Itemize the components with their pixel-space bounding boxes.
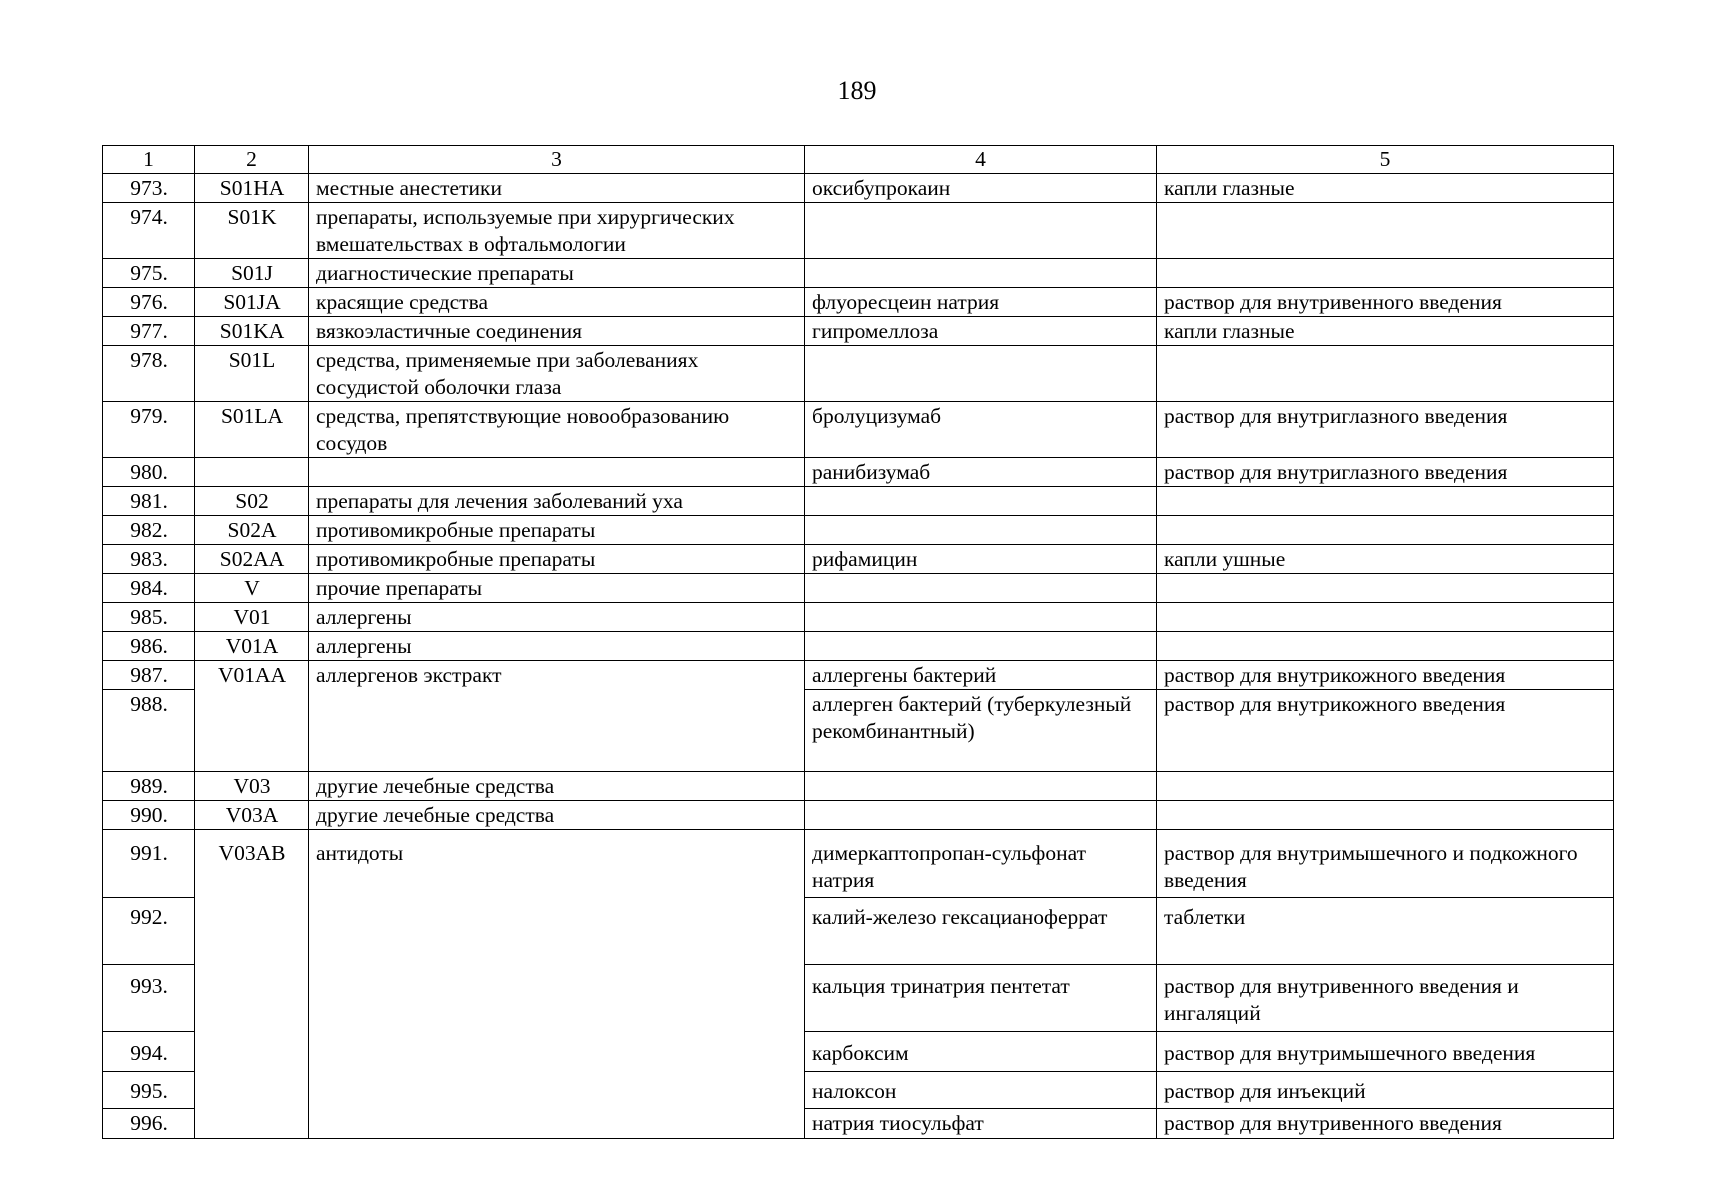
dosage-form: раствор для внутриглазного введения <box>1157 402 1614 458</box>
drug-name: бролуцизумаб <box>805 402 1157 458</box>
drug-list-table <box>102 145 1614 1139</box>
table-row <box>103 772 1614 801</box>
table-row <box>103 516 1614 545</box>
drug-name: димеркаптопропан-сульфонат натрия <box>805 830 1157 898</box>
atc-code: V03AB <box>195 830 309 1139</box>
drug-group: противомикробные препараты <box>309 516 805 545</box>
table-row <box>103 259 1614 288</box>
dosage-form: раствор для внутривенного введения <box>1157 1109 1614 1139</box>
row-number: 975. <box>103 259 195 288</box>
column-header-form: 5 <box>1157 146 1614 174</box>
atc-code: S02A <box>195 516 309 545</box>
table-row <box>103 574 1614 603</box>
row-number: 996. <box>103 1109 195 1139</box>
dosage-form <box>1157 346 1614 402</box>
column-header-number: 1 <box>103 146 195 174</box>
dosage-form: раствор для внутрикожного введения <box>1157 661 1614 690</box>
atc-code: V <box>195 574 309 603</box>
drug-group: противомикробные препараты <box>309 545 805 574</box>
row-number: 989. <box>103 772 195 801</box>
row-number: 988. <box>103 690 195 772</box>
drug-name: кальция тринатрия пентетат <box>805 965 1157 1032</box>
drug-group: прочие препараты <box>309 574 805 603</box>
drug-group: аллергенов экстракт <box>309 661 805 772</box>
dosage-form: раствор для внутриглазного введения <box>1157 458 1614 487</box>
table-row <box>103 830 1614 898</box>
row-number: 974. <box>103 203 195 259</box>
row-number: 982. <box>103 516 195 545</box>
drug-group: другие лечебные средства <box>309 801 805 830</box>
dosage-form: таблетки <box>1157 898 1614 965</box>
atc-code: V01 <box>195 603 309 632</box>
dosage-form: капли глазные <box>1157 174 1614 203</box>
dosage-form: раствор для внутримышечного введения <box>1157 1032 1614 1072</box>
table-header-row <box>103 146 1614 174</box>
row-number: 978. <box>103 346 195 402</box>
dosage-form <box>1157 801 1614 830</box>
dosage-form: раствор для внутривенного введения <box>1157 288 1614 317</box>
atc-code: S02AA <box>195 545 309 574</box>
drug-name: налоксон <box>805 1072 1157 1109</box>
drug-name: оксибупрокаин <box>805 174 1157 203</box>
column-header-drug: 4 <box>805 146 1157 174</box>
atc-code: S01J <box>195 259 309 288</box>
drug-group: препараты, используемые при хирургических вмешательствах в офтальмологии <box>309 203 805 259</box>
table-row <box>103 346 1614 402</box>
table-row <box>103 545 1614 574</box>
drug-name <box>805 772 1157 801</box>
table-row <box>103 487 1614 516</box>
dosage-form: раствор для внутрикожного введения <box>1157 690 1614 772</box>
drug-group: препараты для лечения заболеваний уха <box>309 487 805 516</box>
atc-code: S01K <box>195 203 309 259</box>
dosage-form <box>1157 259 1614 288</box>
drug-name <box>805 516 1157 545</box>
row-number: 976. <box>103 288 195 317</box>
atc-code: V01AA <box>195 661 309 772</box>
drug-group: вязкоэластичные соединения <box>309 317 805 346</box>
drug-group: средства, препятствующие новообразованию сосудов <box>309 402 805 458</box>
dosage-form <box>1157 203 1614 259</box>
dosage-form: капли глазные <box>1157 317 1614 346</box>
drug-group: аллергены <box>309 632 805 661</box>
row-number: 987. <box>103 661 195 690</box>
atc-code: S01HA <box>195 174 309 203</box>
column-header-group: 3 <box>309 146 805 174</box>
atc-code: V03 <box>195 772 309 801</box>
atc-code <box>195 458 309 487</box>
table-row <box>103 203 1614 259</box>
drug-name <box>805 632 1157 661</box>
drug-name: аллерген бактерий (туберкулезный рекомбинантный) <box>805 690 1157 772</box>
drug-name <box>805 487 1157 516</box>
dosage-form <box>1157 516 1614 545</box>
drug-name <box>805 801 1157 830</box>
drug-name: калий-железо гексацианоферрат <box>805 898 1157 965</box>
dosage-form <box>1157 603 1614 632</box>
drug-name <box>805 259 1157 288</box>
row-number: 985. <box>103 603 195 632</box>
table-row <box>103 603 1614 632</box>
table-row <box>103 174 1614 203</box>
atc-code: S02 <box>195 487 309 516</box>
dosage-form: раствор для внутривенного введения и ингаляций <box>1157 965 1614 1032</box>
drug-name: флуоресцеин натрия <box>805 288 1157 317</box>
table-row <box>103 801 1614 830</box>
row-number: 981. <box>103 487 195 516</box>
atc-code: S01LA <box>195 402 309 458</box>
drug-name: натрия тиосульфат <box>805 1109 1157 1139</box>
column-header-code: 2 <box>195 146 309 174</box>
drug-group: местные анестетики <box>309 174 805 203</box>
table-row <box>103 317 1614 346</box>
drug-group: диагностические препараты <box>309 259 805 288</box>
atc-code: S01JA <box>195 288 309 317</box>
row-number: 986. <box>103 632 195 661</box>
drug-name: карбоксим <box>805 1032 1157 1072</box>
drug-name <box>805 203 1157 259</box>
page-number: 189 <box>837 76 877 105</box>
table-row <box>103 632 1614 661</box>
dosage-form <box>1157 772 1614 801</box>
row-number: 983. <box>103 545 195 574</box>
dosage-form <box>1157 574 1614 603</box>
drug-group: другие лечебные средства <box>309 772 805 801</box>
drug-name <box>805 346 1157 402</box>
drug-name <box>805 603 1157 632</box>
row-number: 984. <box>103 574 195 603</box>
drug-group: средства, применяемые при заболеваниях сосудистой оболочки глаза <box>309 346 805 402</box>
dosage-form: капли ушные <box>1157 545 1614 574</box>
drug-name <box>805 574 1157 603</box>
dosage-form: раствор для инъекций <box>1157 1072 1614 1109</box>
drug-group: антидоты <box>309 830 805 1139</box>
drug-name: рифамицин <box>805 545 1157 574</box>
row-number: 992. <box>103 898 195 965</box>
dosage-form: раствор для внутримышечного и подкожного введения <box>1157 830 1614 898</box>
row-number: 979. <box>103 402 195 458</box>
dosage-form <box>1157 487 1614 516</box>
drug-group: красящие средства <box>309 288 805 317</box>
atc-code: S01KA <box>195 317 309 346</box>
atc-code: V01A <box>195 632 309 661</box>
table-row <box>103 458 1614 487</box>
row-number: 991. <box>103 830 195 898</box>
row-number: 980. <box>103 458 195 487</box>
row-number: 995. <box>103 1072 195 1109</box>
row-number: 994. <box>103 1032 195 1072</box>
table-row <box>103 402 1614 458</box>
row-number: 993. <box>103 965 195 1032</box>
drug-group <box>309 458 805 487</box>
drug-group: аллергены <box>309 603 805 632</box>
drug-name: гипромеллоза <box>805 317 1157 346</box>
row-number: 973. <box>103 174 195 203</box>
atc-code: V03A <box>195 801 309 830</box>
dosage-form <box>1157 632 1614 661</box>
row-number: 990. <box>103 801 195 830</box>
row-number: 977. <box>103 317 195 346</box>
atc-code: S01L <box>195 346 309 402</box>
table-row <box>103 288 1614 317</box>
drug-name: ранибизумаб <box>805 458 1157 487</box>
table-row <box>103 661 1614 690</box>
drug-name: аллергены бактерий <box>805 661 1157 690</box>
